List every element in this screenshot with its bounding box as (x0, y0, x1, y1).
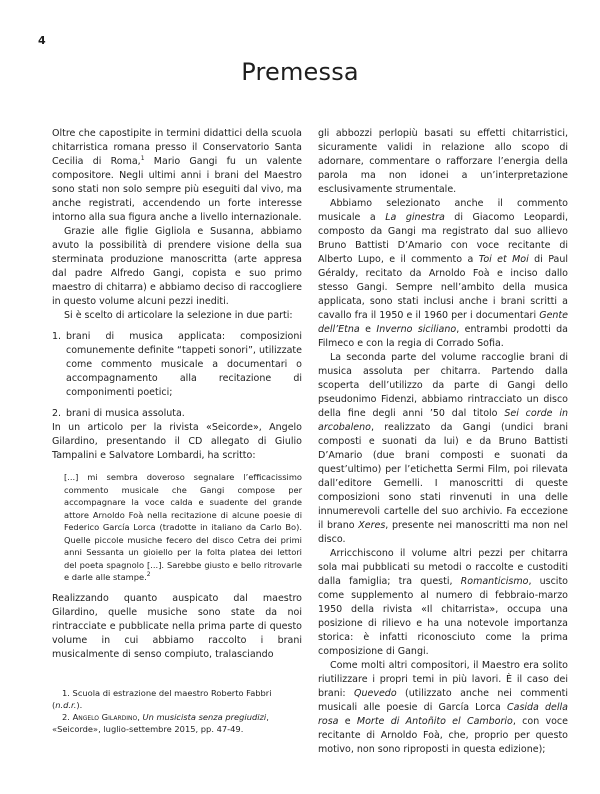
page-number: 4 (38, 34, 46, 47)
paragraph: Oltre che capostipite in termini didattici della scuola chitarristica romana presso il Conservatorio Santa Cecilia di Roma,$^1$ Mario Gangi fu un valente compositore. Negli ultimi anni i brani del Maestro sono stati non solo sempre più eseguiti dal vivo, ma anche registrati, accendendo un forte interesse intorno alla sua figura anche a livello internazionale. (52, 128, 303, 223)
left-column (52, 127, 302, 662)
footnote-ref: 2 (146, 571, 151, 579)
paragraph: Si è scelto di articolare la selezione in due parti: (64, 310, 293, 321)
list-item: 1. brani di musica applicata: composizioni comunemente definite “tappeti sonori”, utilizzate come commento musicale a documentari o accompagnamento alla recitazione di componimenti poetici; (52, 331, 302, 398)
paragraph: Realizzando quanto auspicato dal maestro Gilardino, quelle musiche sono state da noi rintracciate e pubblicate nella prima parte di questo volume in cui abbiamo raccolto i brani musicalmente di senso compiuto, tralasciando (52, 592, 302, 660)
paragraph: gli abbozzi perlopiù basati su effetti chitarristici, sicuramente validi in relazione allo scopo di adornare, commentare o rafforzare l’energia della parola ma non idonei a un’interpretazione esclusivamente strumentale. (318, 128, 568, 195)
paragraph: Come molti altri compositori, il Maestro era solito riutilizzare i propri temi in più lavori. È il caso dei brani: Quevedo (utilizzato anche nei commenti musicali alle poesie di García Lorca Casida della rosa e Morte di Antoñito el Camborio, con voce recitante di Arnoldo Foà, che, proprio per questo motivo, non sono riproposti in questa edizione); (318, 660, 569, 755)
paragraph: Abbiamo selezionato anche il commento musicale a La ginestra di Giacomo Leopardi, composto da Gangi ma registrato dal suo allievo Bruno Battisti D’Amario con voce recitante di Alberto Lupo, e il commento a Toi et Moi di Paul Géraldy, recitato da Arnoldo Foà e inciso dallo stesso Gangi. Sempre nell’ambito della musica applicata, sono stati inclusi anche i brani scritti a cavallo fra il 1950 e il 1960 per i documentari Gente dell’Etna e Inverno siciliano, entrambi prodotti da Filmeco e con la regia di Corrado Sofia. (318, 198, 568, 349)
block-quote: [...] mi sembra doveroso segnalare l’efficacissimo commento musicale che Gangi compose per accompagnare la voce calda e suadente del grande attore Arnoldo Foà nella recitazione di alcune poesie di Federico García Lorca (tradotte in italiano da Carlo Bo). Quelle piccole musiche fecero del disco Cetra dei primi anni Sessanta un gioiello per la folta platea dei lettori del poeta spagnolo [...]. Sarebbe giusto e bello ritrovarle e darle alle stampe.$^2$ (64, 472, 302, 582)
list-item: 2. brani di musica assoluta. (52, 408, 185, 419)
paragraph: Grazie alle figlie Gigliola e Susanna, abbiamo avuto la possibilità di prendere visione della sua sterminata produzione manoscritta (arte appresa dal padre Alfredo Gangi, copista e suo primo maestro di chitarra) e abbiamo deciso di raccogliere in questo volume alcuni pezzi inediti. (52, 226, 302, 307)
footnote: 1. Scuola di estrazione del maestro Roberto Fabbri (n.d.r.). (52, 688, 272, 710)
right-column (318, 127, 568, 757)
page-title: Premessa (241, 58, 359, 86)
paragraph: La seconda parte del volume raccoglie brani di musica assoluta per chitarra. Partendo dalla scoperta dell’utilizzo da parte di Gangi dello pseudonimo Fidenzi, abbiamo rintracciato un disco della fine degli anni ’50 dal titolo Sei corde in arcobaleno, realizzato da Gangi (undici brani composti e suonati da lui) e da Bruno Battisti D’Amario (due brani composti e suonati da quest’ultimo) per l’etichetta Sermi Film, poi rilevata dall’editore Gemelli. I manoscritti di queste composizioni sono stati rinvenuti in una delle innumerevoli cartelle del suo archivio. Fa eccezione il brano Xeres, presente nei manoscritti ma non nel disco. (318, 352, 568, 545)
footnotes (52, 687, 302, 735)
paragraph: In un articolo per la rivista «Seicorde», Angelo Gilardino, presentando il CD allegato di Giulio Tampalini e Salvatore Lombardi, ha scritto: (52, 422, 302, 461)
footnote: 2. Angelo Gilardino, Un musicista senza pregiudizi, «Seicorde», luglio-settembre 2015, pp. 47-49. (52, 712, 269, 734)
paragraph: Arricchiscono il volume altri pezzi per chitarra sola mai pubblicati su metodi o raccolte e custoditi dalla famiglia; tra questi, Romanticismo, uscito come supplemento al numero di febbraio-marzo 1950 della rivista «Il chitarrista», occupa una posizione di rilievo e ha una notevole importanza storica: è infatti riconosciuto come la prima composizione di Gangi. (318, 548, 568, 657)
footnote-ref: 1 (140, 154, 145, 162)
